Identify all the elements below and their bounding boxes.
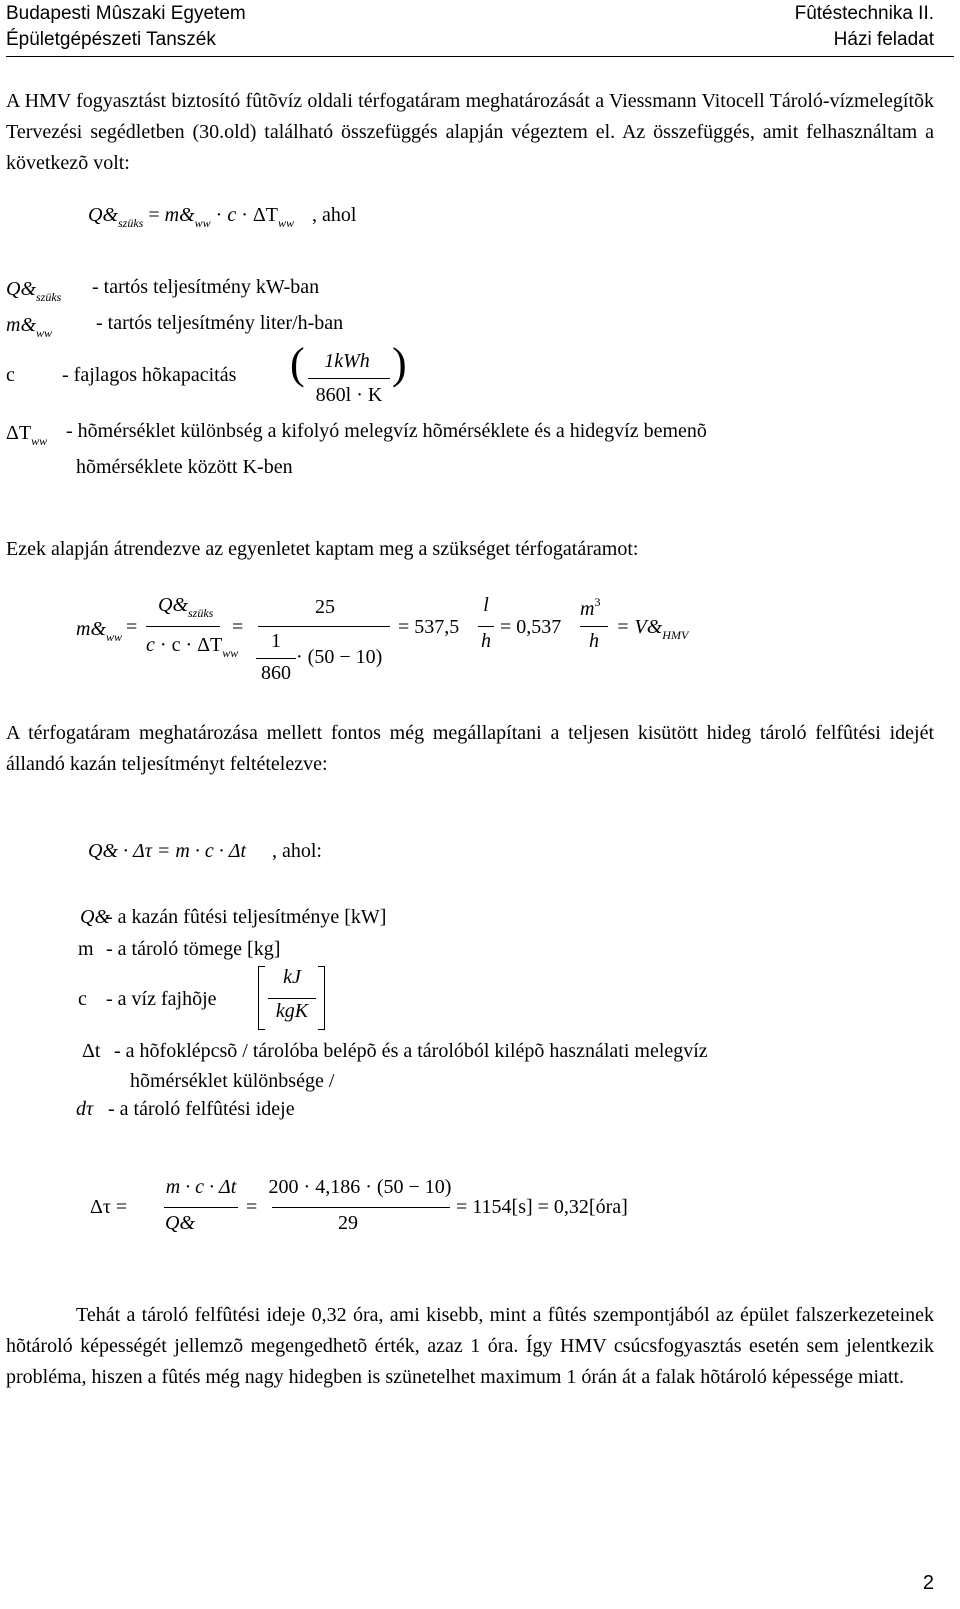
def2-text-dtau: - a tároló felfûtési ideje xyxy=(108,1098,295,1120)
def2-frac-den: kgK xyxy=(275,1000,309,1022)
equation-tail: , ahol xyxy=(312,204,357,226)
def-text-m: - tartós teljesítmény liter/h-ban xyxy=(96,312,344,334)
eq4-den-2: 29 xyxy=(338,1212,358,1234)
header-assignment: Házi feladat xyxy=(833,29,934,50)
eq2-bar-2 xyxy=(258,626,390,627)
eq2-bar-lh xyxy=(478,626,494,627)
conclusion-paragraph: Tehát a tároló felfûtési ideje 0,32 óra, ami kisebb, mint a fûtés szempontjából az épület falszerkezeteinek hõtároló képességét jellemzõ megengedhetõ érték, azaz 1 óra. Így HMV csúcsfogyasztás esetén sem jelentkezik probléma, hiszen a fûtés még nagy hidegben is szünetelhet maximum 1 órán át a falak hõtároló képessége miatt. xyxy=(6,1304,934,1388)
def2-frac-bar xyxy=(268,998,316,999)
header-university: Budapesti Mûszaki Egyetem xyxy=(6,3,246,24)
def2-text-dt: - a hõfoklépcsõ / tárolóba belépõ és a tárolóból kilépõ használati melegvíz xyxy=(114,1040,708,1062)
eq2-bar-m3h xyxy=(580,626,608,627)
eq2-num-25: 25 xyxy=(315,596,335,618)
header-divider xyxy=(6,56,954,57)
def2-symbol-q: Q& xyxy=(80,906,110,928)
eq2-equals-1: = xyxy=(126,616,138,638)
def-symbol-q: $Q\&_{szüks}$ xyxy=(6,278,62,304)
eq4-equals: = xyxy=(246,1196,258,1218)
paren-left: ( xyxy=(290,339,305,388)
equation-energy-balance: Q& · Δτ = m · c · Δt xyxy=(88,840,247,862)
def-symbol-m: $m\&_{ww}$ xyxy=(6,314,53,340)
def2-text-q: - a kazán fûtési teljesítménye [kW] xyxy=(106,906,387,928)
eq2-one: 1 xyxy=(271,630,281,652)
eq2-bar-inner xyxy=(256,658,296,659)
eq2-num-q: $Q\&_{szüks}$ xyxy=(158,594,214,620)
eq2-bar-1 xyxy=(146,626,220,627)
def2-symbol-c: c xyxy=(78,988,87,1010)
equation-energy-tail: , ahol: xyxy=(272,840,322,862)
eq2-result-2: = 0,537 xyxy=(500,616,562,638)
page-number: 2 xyxy=(922,1572,934,1594)
def2-text-c: - a víz fajhõje xyxy=(106,988,217,1010)
bracket-left xyxy=(258,966,265,1030)
def-text-dt-cont: hõmérséklete között K-ben xyxy=(76,456,293,478)
eq4-den-1: Q& xyxy=(165,1212,195,1234)
eq4-bar-1 xyxy=(164,1207,238,1208)
intro-paragraph: A HMV fogyasztást biztosító fûtõvíz oldali térfogatáram meghatározását a Viessmann Vitocell Tároló-vízmelegítõk Tervezési segédletben (30.old) található összefüggés alapján végeztem el. Az összefüggés, amit felhasználtam a következõ volt: xyxy=(6,90,934,174)
eq2-equals-2: = xyxy=(232,616,244,638)
eq4-num-1: m · c · Δt xyxy=(165,1176,237,1198)
frac-den-c: 860l · K xyxy=(315,384,383,406)
eq2-unit-h2: h xyxy=(589,630,599,652)
eq2-result-3: = $V\&_{HMV}$ xyxy=(616,616,689,642)
eq2-diff: · (50 − 10) xyxy=(296,646,383,668)
paragraph-heating-time-intro: A térfogatáram meghatározása mellett fontos még megállapítani a teljesen kisütött hideg tároló felfûtési idejét állandó kazán teljesítményt feltételezve: xyxy=(6,722,934,775)
def2-symbol-m: m xyxy=(78,938,94,960)
header-department: Épületgépészeti Tanszék xyxy=(6,29,216,50)
eq4-lhs: Δτ = xyxy=(90,1196,128,1218)
def-text-c: - fajlagos hõkapacitás xyxy=(62,364,237,386)
eq2-lhs: $m\&_{ww}$ xyxy=(76,618,123,644)
frac-num-c: 1kWh xyxy=(324,350,370,372)
eq2-result-1: = 537,5 xyxy=(398,616,460,638)
def2-text-dt-cont: hõmérséklet különbsége / xyxy=(130,1070,335,1092)
eq2-den-1: $c \cdot c \cdot \Delta T_{ww}$ xyxy=(146,634,239,660)
paren-right: ) xyxy=(392,339,407,388)
def-symbol-c: c xyxy=(6,364,15,386)
eq4-num-2: 200 · 4,186 · (50 − 10) xyxy=(268,1176,452,1198)
def-text-q: - tartós teljesítmény kW-ban xyxy=(92,276,320,298)
eq2-unit-m3: $m^3$ xyxy=(580,595,601,620)
def2-symbol-dt: Δt xyxy=(82,1040,101,1062)
eq2-unit-l: l xyxy=(483,594,489,616)
def2-frac-num: kJ xyxy=(283,966,301,988)
eq4-bar-2 xyxy=(272,1207,450,1208)
def2-symbol-dtau: dτ xyxy=(76,1098,94,1120)
def-symbol-dt: $\Delta T_{ww}$ xyxy=(6,422,48,448)
paragraph-rearranged: Ezek alapján átrendezve az egyenletet kaptam meg a szükséget térfogatáramot: xyxy=(6,538,639,560)
bracket-right xyxy=(318,966,325,1030)
frac-bar-c xyxy=(308,378,390,379)
eq2-860: 860 xyxy=(261,662,291,684)
header-course: Fûtéstechnika II. xyxy=(794,3,934,24)
def2-text-m: - a tároló tömege [kg] xyxy=(106,938,281,960)
eq4-result: = 1154[s] = 0,32[óra] xyxy=(456,1196,628,1218)
eq2-unit-h: h xyxy=(481,630,491,652)
equation-heat-demand: $Q\&_{szüks}$ = $m\&_{ww} \cdot c \cdot \Delta T_{ww}$ xyxy=(88,204,294,230)
def-text-dt: - hõmérséklet különbség a kifolyó melegvíz hõmérséklete és a hidegvíz bemenõ xyxy=(66,420,707,442)
